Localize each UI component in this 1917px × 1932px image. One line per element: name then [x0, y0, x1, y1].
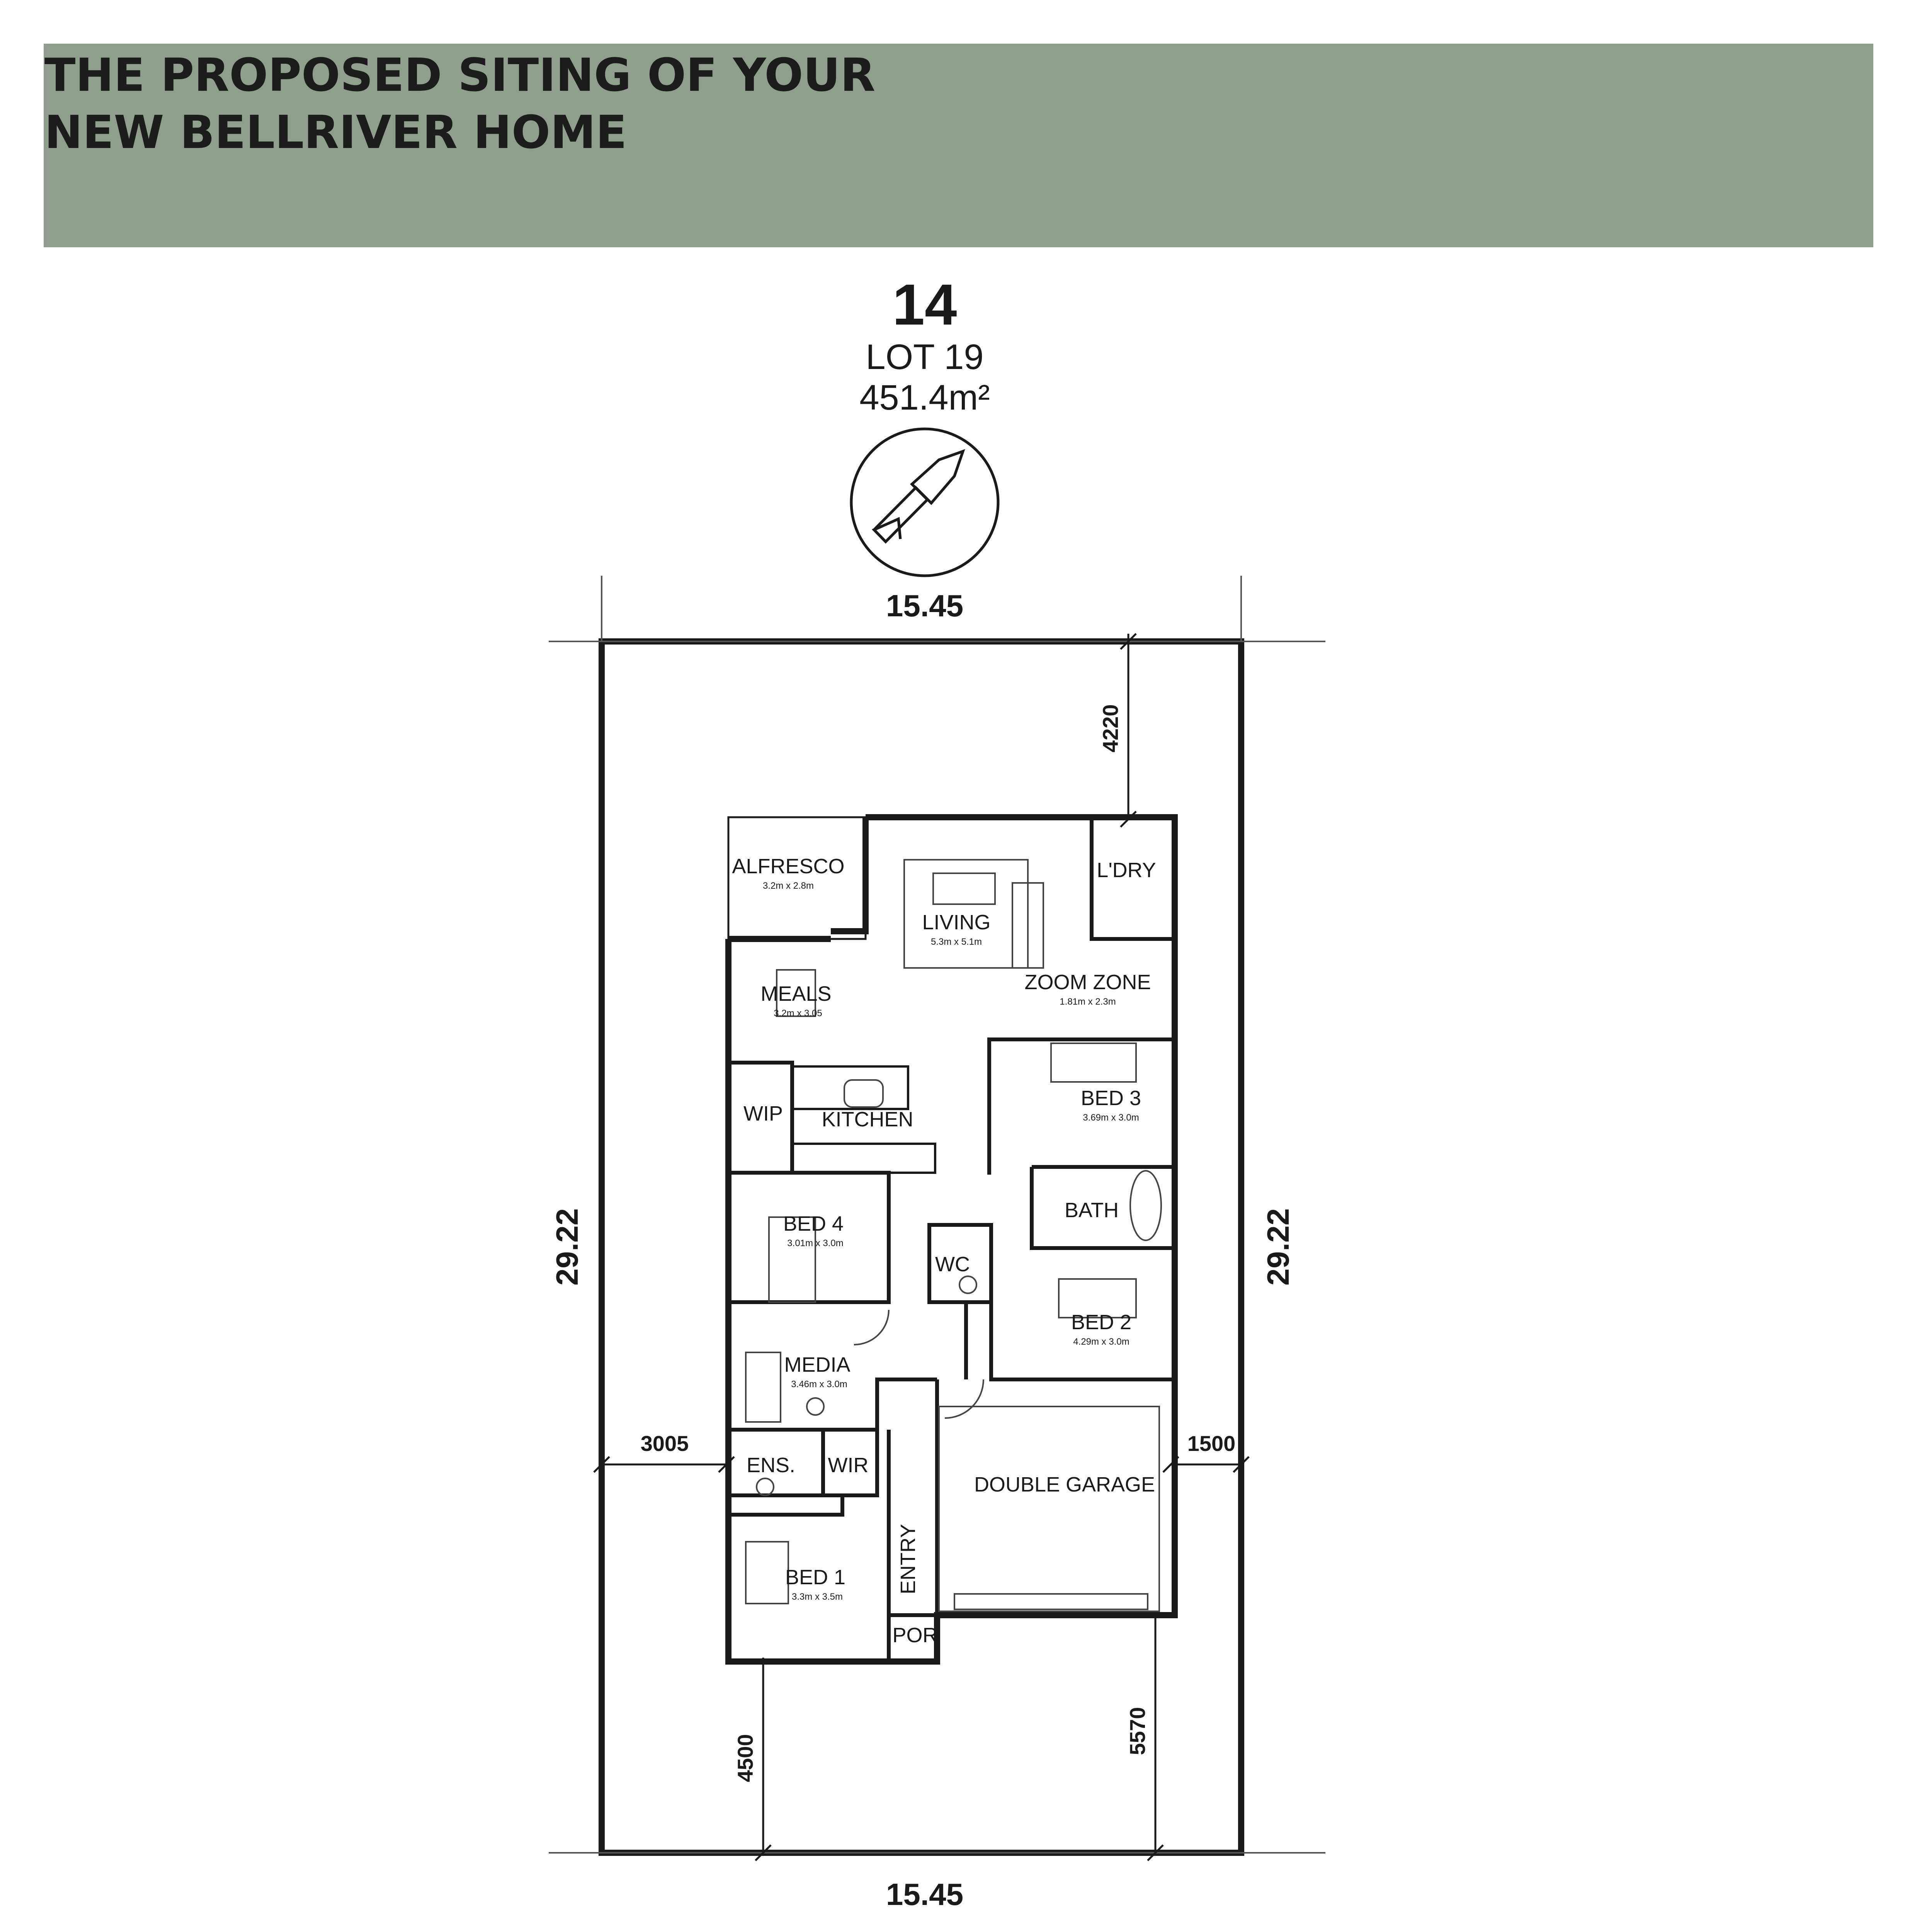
lot-area: 451.4m²	[859, 378, 990, 417]
room-bed3: BED 3	[1080, 1087, 1141, 1110]
room-alfresco: ALFRESCO	[732, 855, 845, 878]
room-porch: POR	[892, 1624, 938, 1647]
front-setback-left-dimension: 4500	[733, 1734, 757, 1782]
bottom-width-dimension: 15.45	[886, 1877, 964, 1912]
front-setback-right-dimension: 5570	[1125, 1707, 1150, 1755]
room-media-size: 3.46m x 3.0m	[791, 1379, 847, 1389]
left-setback-dimension: 3005	[640, 1431, 689, 1456]
room-laundry: L'DRY	[1097, 859, 1156, 882]
room-kitchen: KITCHEN	[822, 1108, 913, 1131]
room-bed4-size: 3.01m x 3.0m	[787, 1238, 844, 1248]
lot-number: 14	[892, 272, 957, 337]
room-entry: ENTRY	[896, 1524, 920, 1595]
room-wir: WIR	[828, 1454, 869, 1477]
room-living-size: 5.3m x 5.1m	[930, 937, 982, 947]
room-alfresco-size: 3.2m x 2.8m	[762, 881, 814, 891]
rear-setback-dimension: 4220	[1098, 704, 1123, 753]
room-media: MEDIA	[784, 1353, 850, 1376]
page-title: THE PROPOSED SITING OF YOUR NEW BELLRIVER HOME	[44, 48, 876, 159]
room-bed1: BED 1	[785, 1566, 846, 1589]
left-depth-dimension: 29.22	[550, 1208, 584, 1286]
room-living: LIVING	[922, 911, 991, 934]
room-bed3-size: 3.69m x 3.0m	[1083, 1112, 1139, 1123]
room-meals-size: 3.2m x 3.05	[774, 1008, 822, 1019]
room-garage: DOUBLE GARAGE	[974, 1473, 1155, 1496]
room-bath: BATH	[1064, 1199, 1119, 1222]
alfresco-outline	[728, 817, 866, 939]
room-bed1-size: 3.3m x 3.5m	[791, 1592, 843, 1602]
room-zoom-zone-size: 1.81m x 2.3m	[1060, 997, 1116, 1007]
room-bed2: BED 2	[1071, 1311, 1132, 1334]
lot-label: LOT 19	[866, 337, 984, 377]
room-bed2-size: 4.29m x 3.0m	[1073, 1337, 1129, 1347]
room-zoom-zone: ZOOM ZONE	[1024, 971, 1151, 994]
right-depth-dimension: 29.22	[1261, 1208, 1295, 1286]
room-wc: WC	[935, 1253, 970, 1276]
room-ens: ENS.	[746, 1454, 796, 1477]
north-arrow-icon	[851, 429, 998, 576]
room-meals: MEALS	[760, 982, 832, 1005]
top-width-dimension: 15.45	[886, 588, 964, 623]
room-bed4: BED 4	[783, 1212, 844, 1235]
right-setback-dimension: 1500	[1187, 1431, 1236, 1456]
room-wip: WIP	[743, 1102, 783, 1125]
